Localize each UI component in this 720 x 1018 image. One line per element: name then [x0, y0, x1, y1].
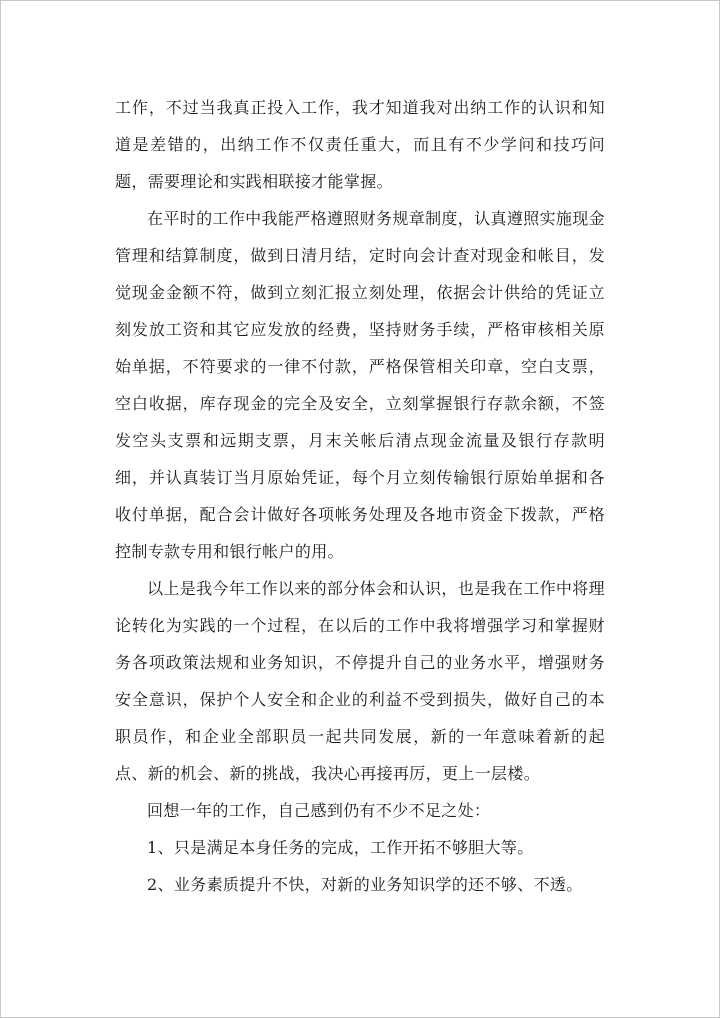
paragraph-work-duties: 在平时的工作中我能严格遵照财务规章制度，认真遵照实施现金管理和结算制度，做到日清月结，定时向会计查对现金和帐目，发觉现金金额不符，做到立刻汇报立刻处理，依据会计供给的凭证立刻发放工资和其它应发放的经费，坚持财务手续，严格审核相关原始单据，不符要求的一律不付款，严格保管相关印章，空白支票，空白收据，库存现金的完全及安全，立刻掌握银行存款余额，不签发空头支票和远期支票，月末关帐后清点现金流量及银行存款明细，并认真装订当月原始凭证，每个月立刻传输银行原始单据和各收付单据，配合会计做好各项帐务处理及各地市资金下拨款，严格控制专款专用和银行帐户的用。	[115, 209, 605, 561]
document-body	[115, 89, 605, 903]
paragraph-shortcomings-intro: 回想一年的工作，自己感到仍有不少不足之处：	[147, 801, 491, 820]
list-item-shortcoming-1: 1、只是满足本身任务的完成，工作开拓不够胆大等。	[147, 838, 534, 857]
paragraph-continuation: 工作，不过当我真正投入工作，我才知道我对出纳工作的认识和知道是差错的，出纳工作不仅责任重大，而且有不少学问和技巧问题，需要理论和实践相联接才能掌握。	[115, 98, 605, 191]
list-item-shortcoming-2: 2、业务素质提升不快，对新的业务知识学的还不够、不透。	[147, 875, 583, 894]
paragraph-reflection: 以上是我今年工作以来的部分体会和认识，也是我在工作中将理论转化为实践的一个过程，在以后的工作中我将增强学习和掌握财务各项政策法规和业务知识，不停提升自己的业务水平，增强财务安全意识，保护个人安全和企业的利益不受到损失，做好自己的本职员作，和企业全部职员一起共同发展，新的一年意味着新的起点、新的机会、新的挑战，我决心再接再厉，更上一层楼。	[115, 579, 605, 783]
